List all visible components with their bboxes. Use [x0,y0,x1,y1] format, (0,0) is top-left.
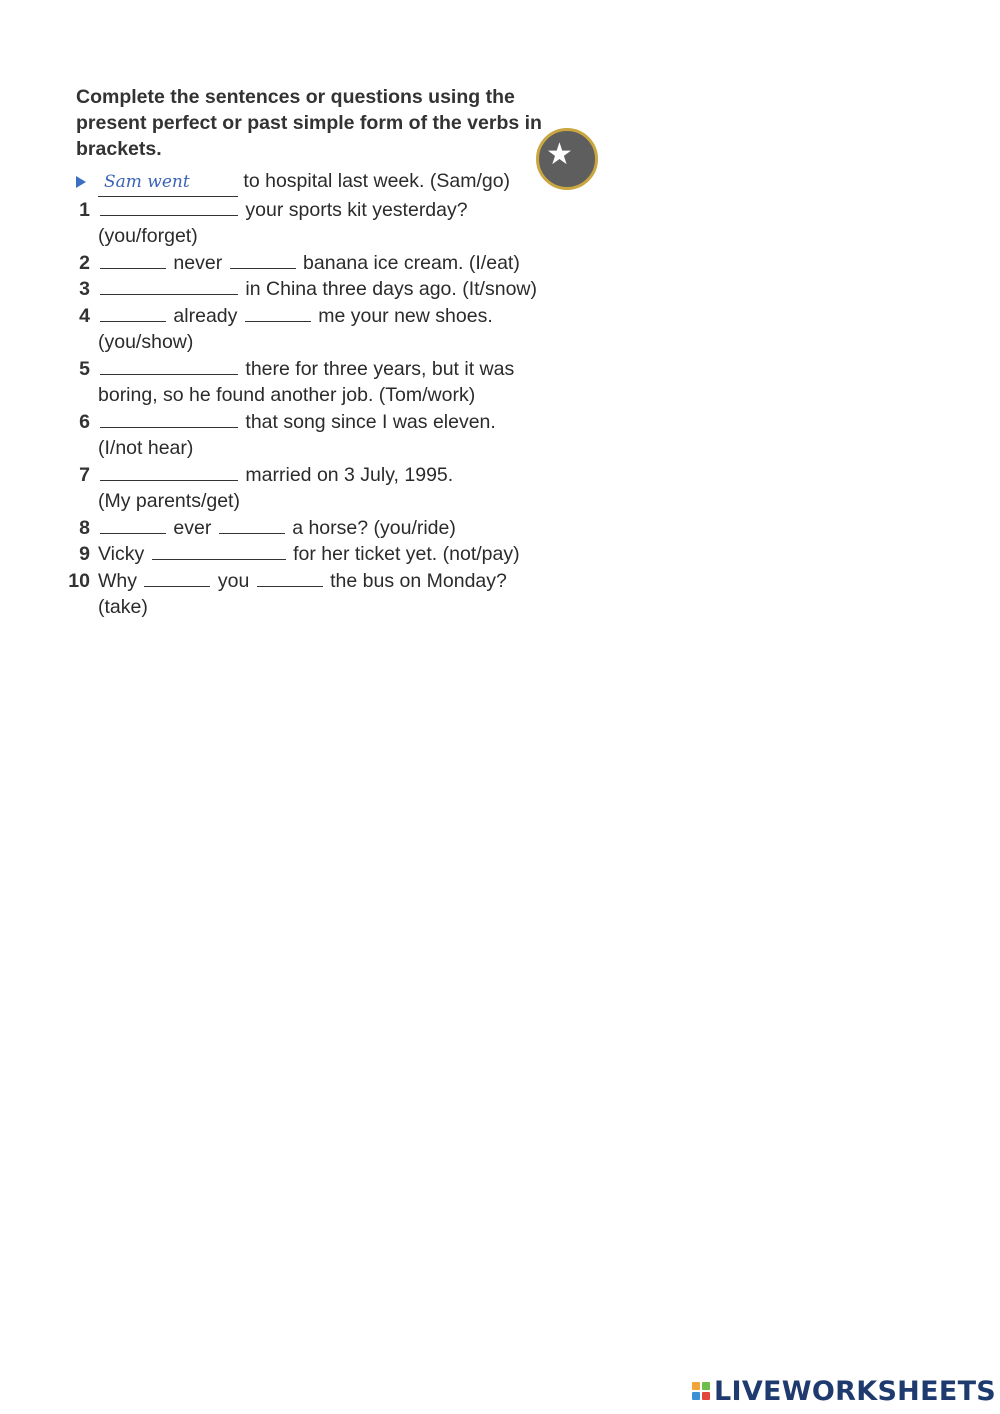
answer-blank[interactable] [245,303,311,322]
item-number: 1 [79,198,90,221]
instructions: Complete the sentences or questions using the present perfect or past simple form of the verbs in brackets. [76,86,542,160]
item-text: married on 3 July, 1995. [245,463,454,486]
item-word: ever [173,516,212,539]
answer-blank[interactable] [257,568,323,587]
item-text: your sports kit yesterday? [245,198,468,221]
item-text: boring, so he found another job. (Tom/work) [98,384,476,406]
answer-blank[interactable] [100,197,238,216]
item-word: Vicky [98,543,145,565]
item-6 [76,409,566,462]
item-text: a horse? (you/ride) [292,516,456,539]
star-icon: ★ [546,137,573,172]
item-text: banana ice cream. (I/eat) [303,251,520,274]
answer-blank[interactable] [100,409,238,428]
logo-square [692,1392,700,1400]
item-number: 10 [68,569,90,592]
answer-blank[interactable] [100,462,238,481]
item-number: 7 [79,463,90,486]
item-word: already [173,304,238,327]
example-answer: Sam went [98,169,238,197]
answer-blank[interactable] [100,515,166,534]
item-text: the bus on Monday? [330,569,507,592]
logo-square [702,1392,710,1400]
item-word: you [217,569,250,592]
logo-text: LIVEWORKSHEETS [714,1375,997,1407]
example-text: to hospital last week. (Sam/go) [243,170,511,192]
star-badge-icon [536,128,573,192]
answer-blank[interactable] [100,356,238,375]
item-8 [76,515,566,542]
item-word: Why [98,569,137,592]
item-text: (take) [98,596,148,618]
item-7 [76,462,566,515]
example-row [76,168,566,197]
item-word: never [173,251,223,274]
answer-blank[interactable] [219,515,285,534]
item-text: (you/forget) [98,225,198,247]
answer-blank[interactable] [100,276,238,295]
item-2 [76,250,566,277]
answer-blank[interactable] [144,568,210,587]
logo-square [692,1382,700,1390]
item-text: in China three days ago. (It/snow) [245,278,537,300]
item-number: 8 [79,516,90,539]
item-text: for her ticket yet. (not/pay) [293,543,520,565]
item-text: me your new shoes. [318,304,493,327]
item-5 [76,356,566,409]
item-number: 5 [79,357,90,380]
answer-blank[interactable] [100,303,166,322]
item-text: (I/not hear) [98,437,194,459]
item-10 [68,568,566,621]
exercise [68,84,566,621]
arrow-icon [76,176,86,188]
item-number: 9 [79,543,90,565]
item-number: 6 [79,410,90,433]
answer-blank[interactable] [152,541,286,560]
liveworksheets-logo [692,1374,996,1408]
item-number: 3 [79,278,90,300]
answer-blank[interactable] [100,250,166,269]
item-3 [76,276,566,303]
answer-blank[interactable] [230,250,296,269]
item-text: (My parents/get) [98,490,240,512]
item-text: (you/show) [98,331,194,353]
item-1 [76,197,566,250]
item-4 [76,303,566,356]
item-number: 2 [79,251,90,274]
item-9 [76,541,566,568]
item-text: there for three years, but it was [245,357,515,380]
item-text: that song since I was eleven. [245,410,496,433]
logo-square [702,1382,710,1390]
logo-mark-icon [692,1382,710,1400]
item-number: 4 [79,304,90,327]
